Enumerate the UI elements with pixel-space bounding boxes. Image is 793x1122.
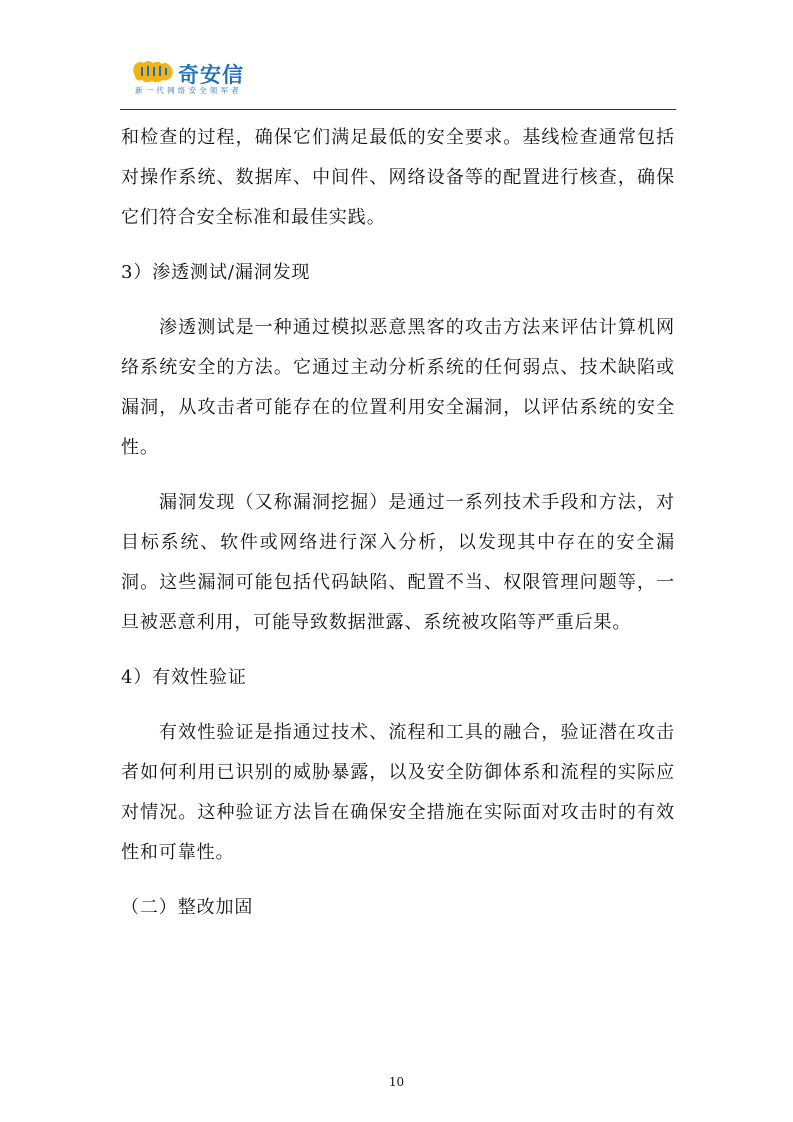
paragraph-gap [121,643,675,658]
logo-name: 奇安信 [178,63,244,87]
paragraph-gap [121,873,675,888]
heading-penetration-testing: 3）渗透测试/漏洞发现 [121,262,311,283]
document-body [121,118,675,928]
page-number: 10 [388,1075,405,1089]
paragraph-penetration-testing: 渗透测试是一种通过模拟恶意黑客的攻击方法来评估计算机网络系统安全的方法。它通过主动分析系统的任何弱点、技术缺陷或漏洞，从攻击者可能存在的位置利用安全漏洞，以评估系统的安全性。 [121,317,675,458]
paragraph-gap [121,698,675,713]
company-logo [132,58,272,98]
header-divider [120,109,676,110]
qianxin-logo-icon [132,58,176,88]
paragraph-gap [121,468,675,483]
paragraph-baseline-continued: 和检查的过程，确保它们满足最低的安全要求。基线检查通常包括对操作系统、数据库、中间件、网络设备等的配置进行核查，确保它们符合安全标准和最佳实践。 [121,127,675,228]
logo-slogan: 新一代网络安全领军者 [135,86,242,95]
paragraph-gap [121,238,675,253]
paragraph-vulnerability-discovery: 漏洞发现（又称漏洞挖掘）是通过一系列技术手段和方法，对目标系统、软件或网络进行深入分析，以发现其中存在的安全漏洞。这些漏洞可能包括代码缺陷、配置不当、权限管理问题等，一旦被恶意利用，可能导致数据泄露、系统被攻陷等严重后果。 [121,492,675,633]
heading-effectiveness-validation: 4）有效性验证 [121,667,247,688]
paragraph-effectiveness-validation: 有效性验证是指通过技术、流程和工具的融合，验证潜在攻击者如何利用已识别的威胁暴露，以及安全防御体系和流程的实际应对情况。这种验证方法旨在确保安全措施在实际面对攻击时的有效性和可靠性。 [121,722,675,863]
heading-remediation: （二）整改加固 [121,897,254,918]
paragraph-gap [121,293,675,308]
